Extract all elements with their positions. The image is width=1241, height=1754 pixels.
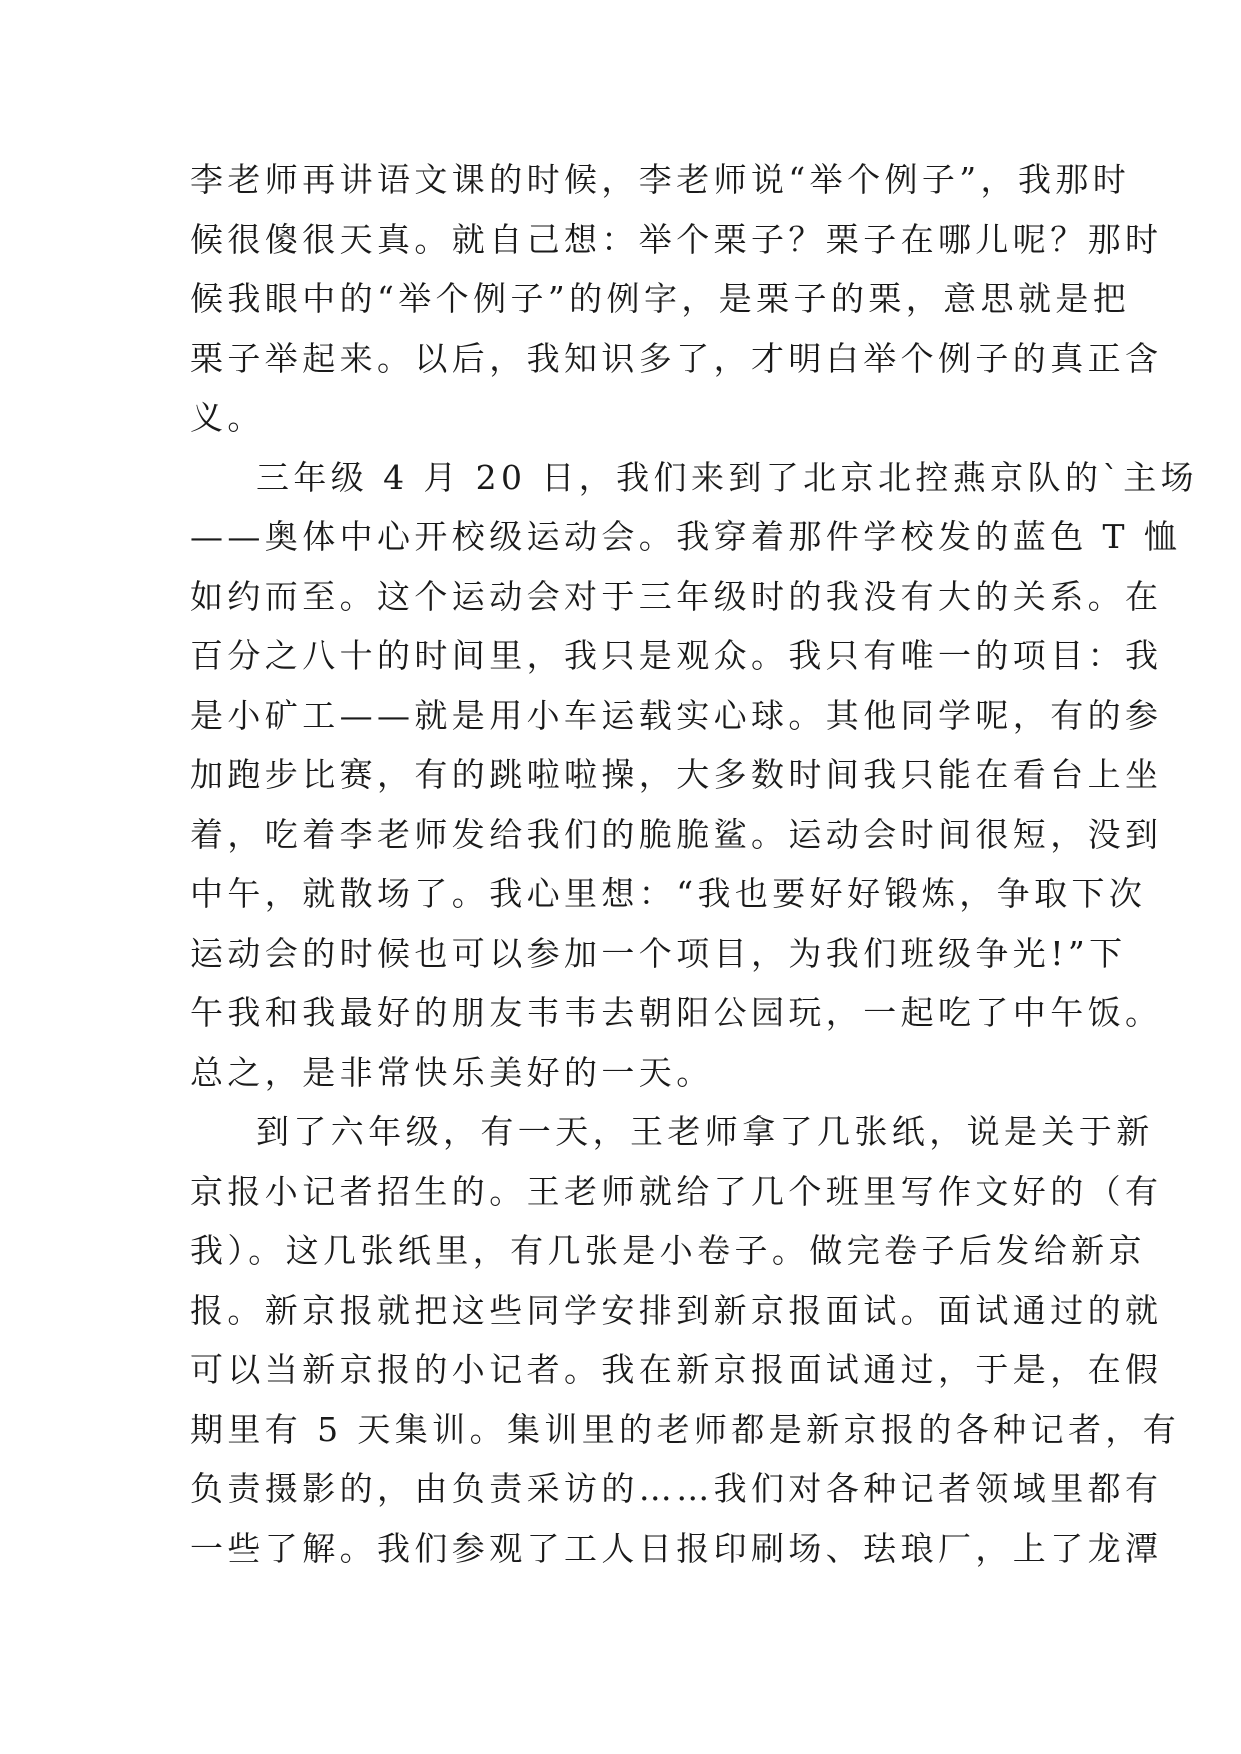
text-line: 李老师再讲语文课的时候，李老师说“举个例子”，我那时 [190, 160, 1131, 199]
paragraph-first-line: 三年级 4 月 20 日，我们来到了北京北控燕京队的`主场 [256, 457, 1199, 497]
text-line: 加跑步比赛，有的跳啦啦操，大多数时间我只能在看台上坐 [190, 755, 1163, 794]
text-line: 义。 [190, 398, 265, 437]
text-line: 中午，就散场了。我心里想：“我也要好好锻炼，争取下次 [190, 874, 1147, 913]
text-line: 候很傻很天真。就自己想：举个栗子？栗子在哪儿呢？那时 [190, 219, 1163, 259]
text-line: 是小矿工——就是用小车运载实心球。其他同学呢，有的参 [190, 695, 1163, 735]
text-line: 期里有 5 天集训。集训里的老师都是新京报的各种记者，有 [190, 1409, 1181, 1449]
text-line: 百分之八十的时间里，我只是观众。我只有唯一的项目：我 [190, 636, 1163, 675]
text-line: 如约而至。这个运动会对于三年级时的我没有大的关系。在 [190, 576, 1163, 616]
text-line: 可以当新京报的小记者。我在新京报面试通过，于是，在假 [190, 1350, 1163, 1389]
text-line: 着，吃着李老师发给我们的脆脆鲨。运动会时间很短，没到 [190, 814, 1163, 854]
paragraph-first-line: 到了六年级，有一天，王老师拿了几张纸，说是关于新 [256, 1112, 1154, 1151]
text-line: 我）。这几张纸里，有几张是小卷子。做完卷子后发给新京 [190, 1231, 1146, 1270]
text-line: 报。新京报就把这些同学安排到新京报面试。面试通过的就 [190, 1290, 1163, 1330]
text-line: 一些了解。我们参观了工人日报印刷场、珐琅厂，上了龙潭 [190, 1528, 1163, 1568]
text-line: 运动会的时候也可以参加一个项目，为我们班级争光!”下 [190, 933, 1127, 973]
text-line: 候我眼中的“举个例子”的例字，是栗子的栗，意思就是把 [190, 279, 1131, 318]
text-line: 午我和我最好的朋友韦韦去朝阳公园玩，一起吃了中午饭。 [190, 993, 1163, 1032]
text-line: 总之，是非常快乐美好的一天。 [190, 1052, 714, 1092]
document-body [190, 150, 1199, 1578]
text-line: 京报小记者招生的。王老师就给了几个班里写作文好的（有 [190, 1171, 1163, 1211]
text-line: 栗子举起来。以后，我知识多了，才明白举个例子的真正含 [190, 338, 1163, 378]
text-line: 负责摄影的，由负责采访的……我们对各种记者领域里都有 [190, 1469, 1163, 1508]
text-line: ——奥体中心开校级运动会。我穿着那件学校发的蓝色 T 恤 [190, 517, 1182, 556]
